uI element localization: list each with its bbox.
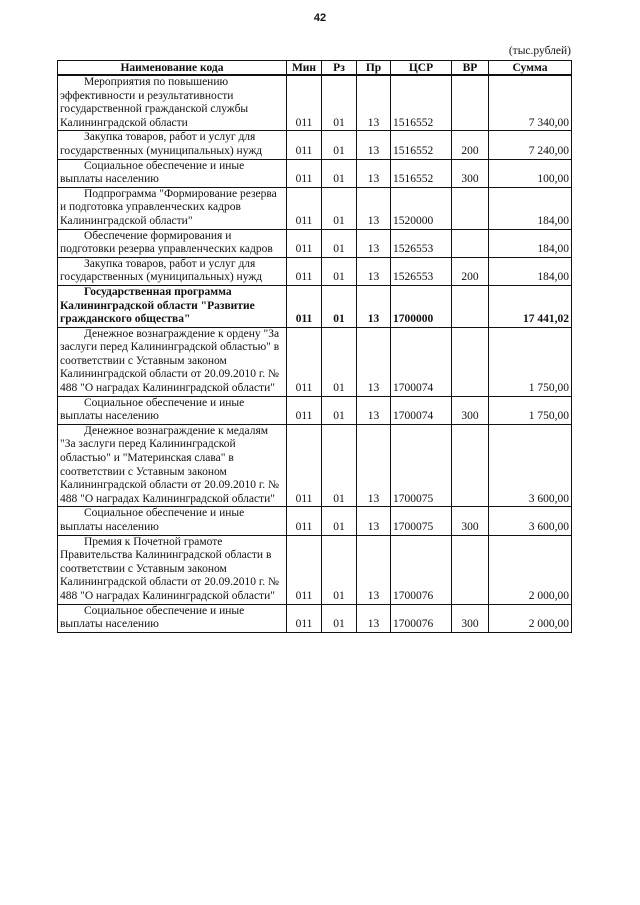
table-row [58, 604, 572, 632]
cell-pr: 13 [357, 159, 391, 187]
table-row [58, 327, 572, 396]
table-row [58, 285, 572, 327]
cell-pr: 13 [357, 187, 391, 229]
cell-pr: 13 [357, 396, 391, 424]
cell-min: 011 [287, 507, 322, 535]
cell-name [58, 187, 287, 229]
cell-sum: 2 000,00 [489, 604, 572, 632]
cell-sum: 184,00 [489, 187, 572, 229]
cell-csr: 1520000 [391, 187, 452, 229]
cell-pr: 13 [357, 229, 391, 257]
cell-vr [452, 424, 489, 507]
header-csr: ЦСР [391, 61, 452, 76]
cell-min: 011 [287, 159, 322, 187]
row-name-text: Денежное вознаграждение к ордену "За заслуги перед Калининградской областью" в соответствии с Уставным законом Калининградской области от 20.09.2010 г. № 488 "О наградах Калининградской области" [60, 327, 280, 395]
cell-min: 011 [287, 327, 322, 396]
cell-min: 011 [287, 396, 322, 424]
table-row [58, 159, 572, 187]
cell-pr: 13 [357, 75, 391, 131]
cell-csr: 1700075 [391, 424, 452, 507]
row-name-text: Социальное обеспечение и иные выплаты населению [60, 604, 245, 631]
cell-sum: 7 340,00 [489, 75, 572, 131]
row-name-text: Закупка товаров, работ и услуг для государственных (муниципальных) нужд [60, 131, 263, 157]
cell-rz: 01 [322, 535, 357, 604]
units-label: (тыс.рублей) [508, 45, 571, 57]
header-rz: Рз [322, 61, 357, 76]
cell-name [58, 424, 287, 507]
cell-csr: 1526553 [391, 229, 452, 257]
cell-sum: 3 600,00 [489, 507, 572, 535]
cell-vr: 300 [452, 396, 489, 424]
cell-name [58, 396, 287, 424]
cell-rz: 01 [322, 327, 357, 396]
cell-rz: 01 [322, 229, 357, 257]
cell-rz: 01 [322, 159, 357, 187]
cell-pr: 13 [357, 424, 391, 507]
cell-sum: 184,00 [489, 257, 572, 285]
cell-rz: 01 [322, 257, 357, 285]
cell-vr [452, 229, 489, 257]
cell-sum: 100,00 [489, 159, 572, 187]
cell-rz: 01 [322, 131, 357, 159]
cell-name [58, 75, 287, 131]
cell-name [58, 604, 287, 632]
cell-min: 011 [287, 75, 322, 131]
row-name-text: Социальное обеспечение и иные выплаты населению [60, 396, 245, 423]
table-row [58, 507, 572, 535]
row-name-text: Подпрограмма "Формирование резерва и подготовка управленческих кадров Калининградской области" [60, 187, 277, 227]
cell-rz: 01 [322, 604, 357, 632]
cell-rz: 01 [322, 187, 357, 229]
cell-sum: 1 750,00 [489, 396, 572, 424]
table-row [58, 257, 572, 285]
row-name-text: Премия к Почетной грамоте Правительства Калининградской области в соответствии с Уставным законом Калининградской области от 20.09.2010 г. № 488 "О наградах Калининградской области" [60, 535, 279, 602]
cell-vr: 200 [452, 131, 489, 159]
table-row [58, 229, 572, 257]
cell-min: 011 [287, 257, 322, 285]
row-name-text: Социальное обеспечение и иные выплаты населению [60, 159, 245, 186]
cell-pr: 13 [357, 257, 391, 285]
cell-rz: 01 [322, 285, 357, 327]
header-vr: ВР [452, 61, 489, 76]
cell-vr: 300 [452, 604, 489, 632]
cell-csr: 1516552 [391, 75, 452, 131]
cell-rz: 01 [322, 75, 357, 131]
cell-csr: 1700000 [391, 285, 452, 327]
cell-sum: 2 000,00 [489, 535, 572, 604]
table-header-row [58, 61, 572, 76]
row-name-text: Обеспечение формирования и подготовки резерва управленческих кадров [60, 229, 273, 256]
cell-csr: 1700074 [391, 327, 452, 396]
cell-vr [452, 75, 489, 131]
cell-pr: 13 [357, 604, 391, 632]
cell-vr: 200 [452, 257, 489, 285]
cell-min: 011 [287, 229, 322, 257]
table-row [58, 535, 572, 604]
cell-vr [452, 327, 489, 396]
page-number: 42 [313, 12, 327, 24]
row-name-text: Государственная программа Калининградской области "Развитие гражданского общества" [60, 285, 255, 326]
cell-name [58, 327, 287, 396]
cell-rz: 01 [322, 424, 357, 507]
cell-min: 011 [287, 187, 322, 229]
cell-csr: 1700074 [391, 396, 452, 424]
table-row [58, 187, 572, 229]
cell-pr: 13 [357, 327, 391, 396]
header-name: Наименование кода [58, 61, 287, 76]
cell-name [58, 229, 287, 257]
table-row [58, 424, 572, 507]
cell-name [58, 159, 287, 187]
cell-csr: 1700076 [391, 604, 452, 632]
cell-csr: 1700076 [391, 535, 452, 604]
cell-sum: 3 600,00 [489, 424, 572, 507]
cell-name [58, 535, 287, 604]
row-name-text: Социальное обеспечение и иные выплаты населению [60, 507, 245, 533]
cell-min: 011 [287, 535, 322, 604]
cell-csr: 1526553 [391, 257, 452, 285]
cell-pr: 13 [357, 131, 391, 159]
cell-vr: 300 [452, 507, 489, 535]
cell-csr: 1700075 [391, 507, 452, 535]
cell-name [58, 257, 287, 285]
cell-min: 011 [287, 604, 322, 632]
cell-sum: 17 441,02 [489, 285, 572, 327]
table-body [58, 75, 572, 632]
cell-rz: 01 [322, 396, 357, 424]
cell-pr: 13 [357, 507, 391, 535]
cell-pr: 13 [357, 285, 391, 327]
cell-name [58, 285, 287, 327]
cell-sum: 184,00 [489, 229, 572, 257]
row-name-text: Мероприятия по повышению эффективности и результативности государственной гражданской службы Калининградской области [60, 76, 249, 129]
cell-sum: 7 240,00 [489, 131, 572, 159]
cell-vr [452, 285, 489, 327]
header-min: Мин [287, 61, 322, 76]
table-row [58, 131, 572, 159]
cell-csr: 1516552 [391, 159, 452, 187]
table-row [58, 396, 572, 424]
cell-vr [452, 535, 489, 604]
row-name-text: Денежное вознаграждение к медалям "За заслуги перед Калининградской областью" и "Материнская слава" в соответствии с Уставным законом Калининградской области от 20.09.2010 г. № 488 "О наградах Калининградской области" [60, 424, 279, 505]
cell-name [58, 131, 287, 159]
cell-rz: 01 [322, 507, 357, 535]
header-pr: Пр [357, 61, 391, 76]
cell-vr: 300 [452, 159, 489, 187]
cell-min: 011 [287, 131, 322, 159]
table-row [58, 75, 572, 131]
cell-pr: 13 [357, 535, 391, 604]
cell-min: 011 [287, 285, 322, 327]
row-name-text: Закупка товаров, работ и услуг для государственных (муниципальных) нужд [60, 257, 263, 284]
cell-name [58, 507, 287, 535]
header-sum: Сумма [489, 61, 572, 76]
budget-table [57, 60, 572, 633]
cell-sum: 1 750,00 [489, 327, 572, 396]
cell-vr [452, 187, 489, 229]
cell-min: 011 [287, 424, 322, 507]
cell-csr: 1516552 [391, 131, 452, 159]
